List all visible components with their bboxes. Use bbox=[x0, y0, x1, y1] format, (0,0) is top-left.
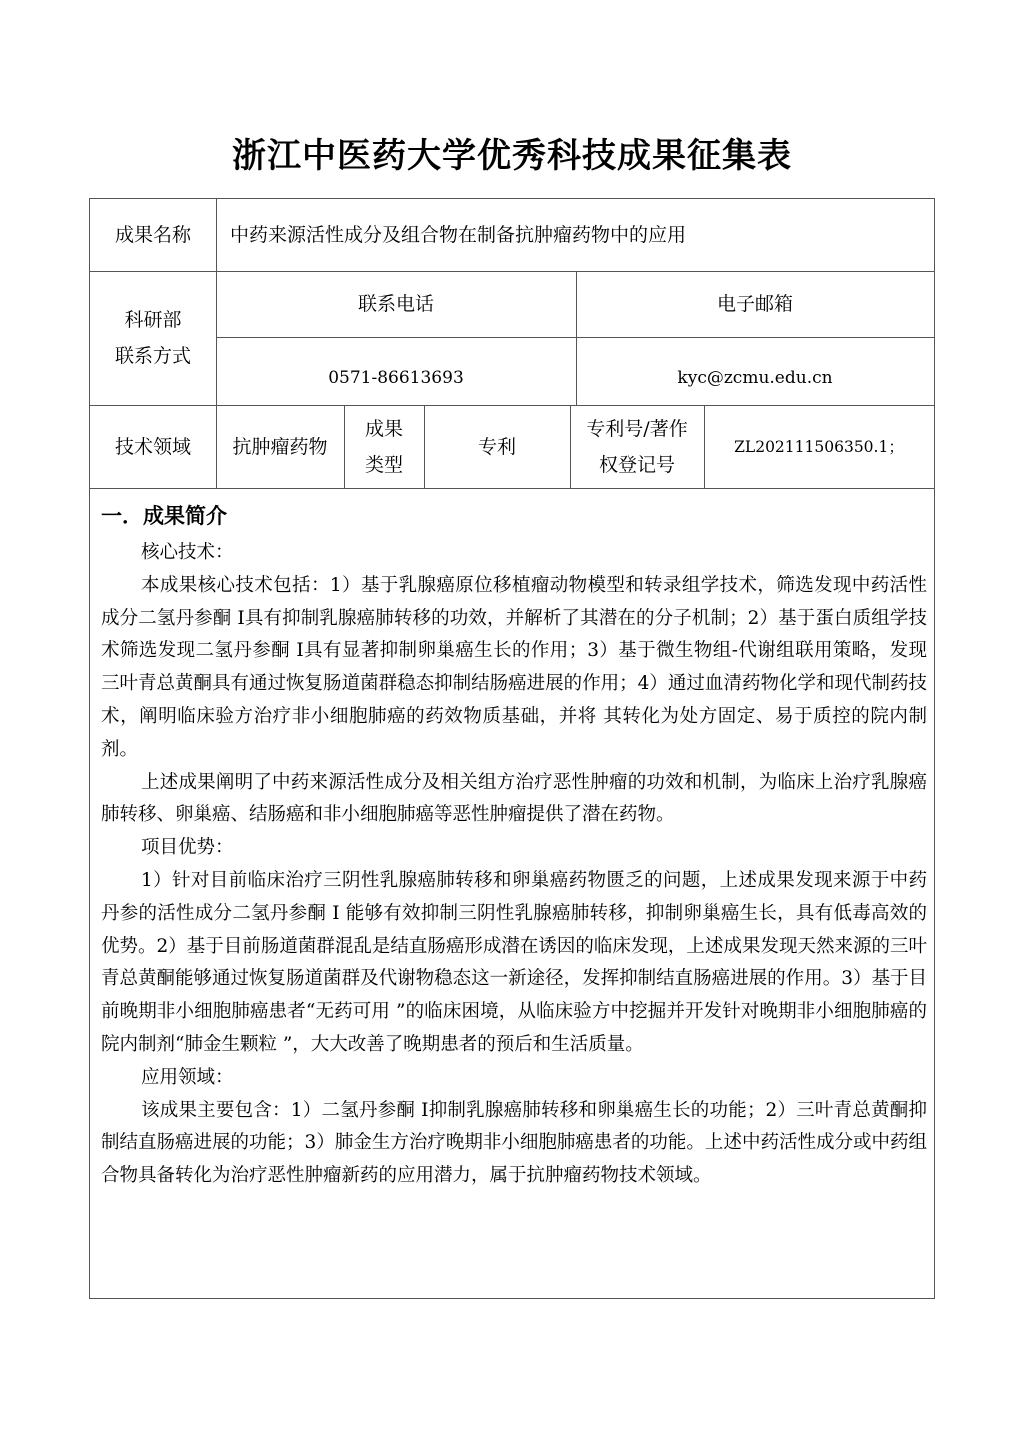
contact-label: 科研部 联系方式 bbox=[114, 309, 191, 367]
advantages-paragraph: 1）针对目前临床治疗三阴性乳腺癌肺转移和卵巢癌药物匮乏的问题，上述成果发现来源于中药丹参的活性成分二氢丹参酮 I 能够有效抑制三阴性乳腺癌肺转移，抑制卵巢癌生长，具有低毒高效的优势。2）基于目前肠道菌群混乱是结直肠癌形成潜在诱因的临床发现，上述成果发现天然来源的三叶青总黄酮能够通过恢复肠道菌群及代谢物稳态这一新途径，发挥抑制结直肠癌进展的作用。3）基于目前晚期非小细胞肺癌患者“无药可用 ”的临床困境，从临床验方中挖掘并开发针对晚期非小细胞肺癌的院内制剂“肺金生颗粒 ”，大大改善了晚期患者的预后和生活质量。 bbox=[101, 869, 927, 1055]
email-label: 电子邮箱 bbox=[716, 293, 793, 315]
tech-field-label: 技术领域 bbox=[114, 435, 191, 458]
achievement-type-label: 成果 类型 bbox=[364, 417, 403, 476]
email-value: kyc@zcmu.edu.cn bbox=[677, 368, 833, 388]
tech-field-value: 抗肿瘤药物 bbox=[232, 435, 328, 458]
achievement-name-value: 中药来源活性成分及组合物在制备抗肿瘤药物中的应用 bbox=[230, 224, 687, 246]
row-divider bbox=[90, 488, 934, 489]
section-heading: 一．成果简介 bbox=[101, 504, 227, 528]
patent-number-label: 专利号/著作 权登记号 bbox=[586, 417, 688, 476]
phone-value: 0571-86613693 bbox=[328, 368, 464, 388]
page-title: 浙江中医药大学优秀科技成果征集表 bbox=[232, 136, 792, 176]
core-tech-paragraph: 本成果核心技术包括：1）基于乳腺癌原位移植瘤动物模型和转录组学技术，筛选发现中药活性成分二氢丹参酮 I具有抑制乳腺癌肺转移的功效，并解析了其潜在的分子机制；2）基于蛋白质组学技术筛选发现二氢丹参酮 I具有显著抑制卵巢癌生长的作用；3）基于微生物组-代谢组联用策略，发现三叶青总黄酮具有通过恢复肠道菌群稳态抑制结肠癌进展的作用；4）通过血清药物化学和现代制药技术，阐明临床验方治疗非小细胞肺癌的药效物质基础，并将 其转化为处方固定、易于质控的院内制剂。 bbox=[101, 574, 927, 760]
core-tech-conclusion: 上述成果阐明了中药来源活性成分及相关组方治疗恶性肿瘤的功效和机制，为临床上治疗乳腺癌肺转移、卵巢癌、结肠癌和非小细胞肺癌等恶性肿瘤提供了潜在药物。 bbox=[101, 771, 927, 826]
core-tech-heading: 核心技术： bbox=[141, 542, 234, 563]
form-table bbox=[89, 198, 935, 1299]
row-divider bbox=[216, 337, 934, 338]
summary-section bbox=[101, 495, 927, 1193]
achievement-type-value: 专利 bbox=[477, 435, 516, 458]
patent-number-value: ZL202111506350.1； bbox=[734, 437, 904, 456]
application-heading: 应用领域： bbox=[141, 1066, 234, 1088]
advantages-heading: 项目优势： bbox=[141, 837, 234, 859]
phone-label: 联系电话 bbox=[357, 293, 434, 315]
achievement-name-label: 成果名称 bbox=[114, 224, 191, 246]
application-paragraph: 该成果主要包含：1）二氢丹参酮 I抑制乳腺癌肺转移和卵巢癌生长的功能；2）三叶青总黄酮抑制结直肠癌进展的功能；3）肺金生方治疗晚期非小细胞肺癌患者的功能。上述中药活性成分或中药组合物具备转化为治疗恶性肿瘤新药的应用潜力，属于抗肿瘤药物技术领域。 bbox=[101, 1099, 927, 1187]
